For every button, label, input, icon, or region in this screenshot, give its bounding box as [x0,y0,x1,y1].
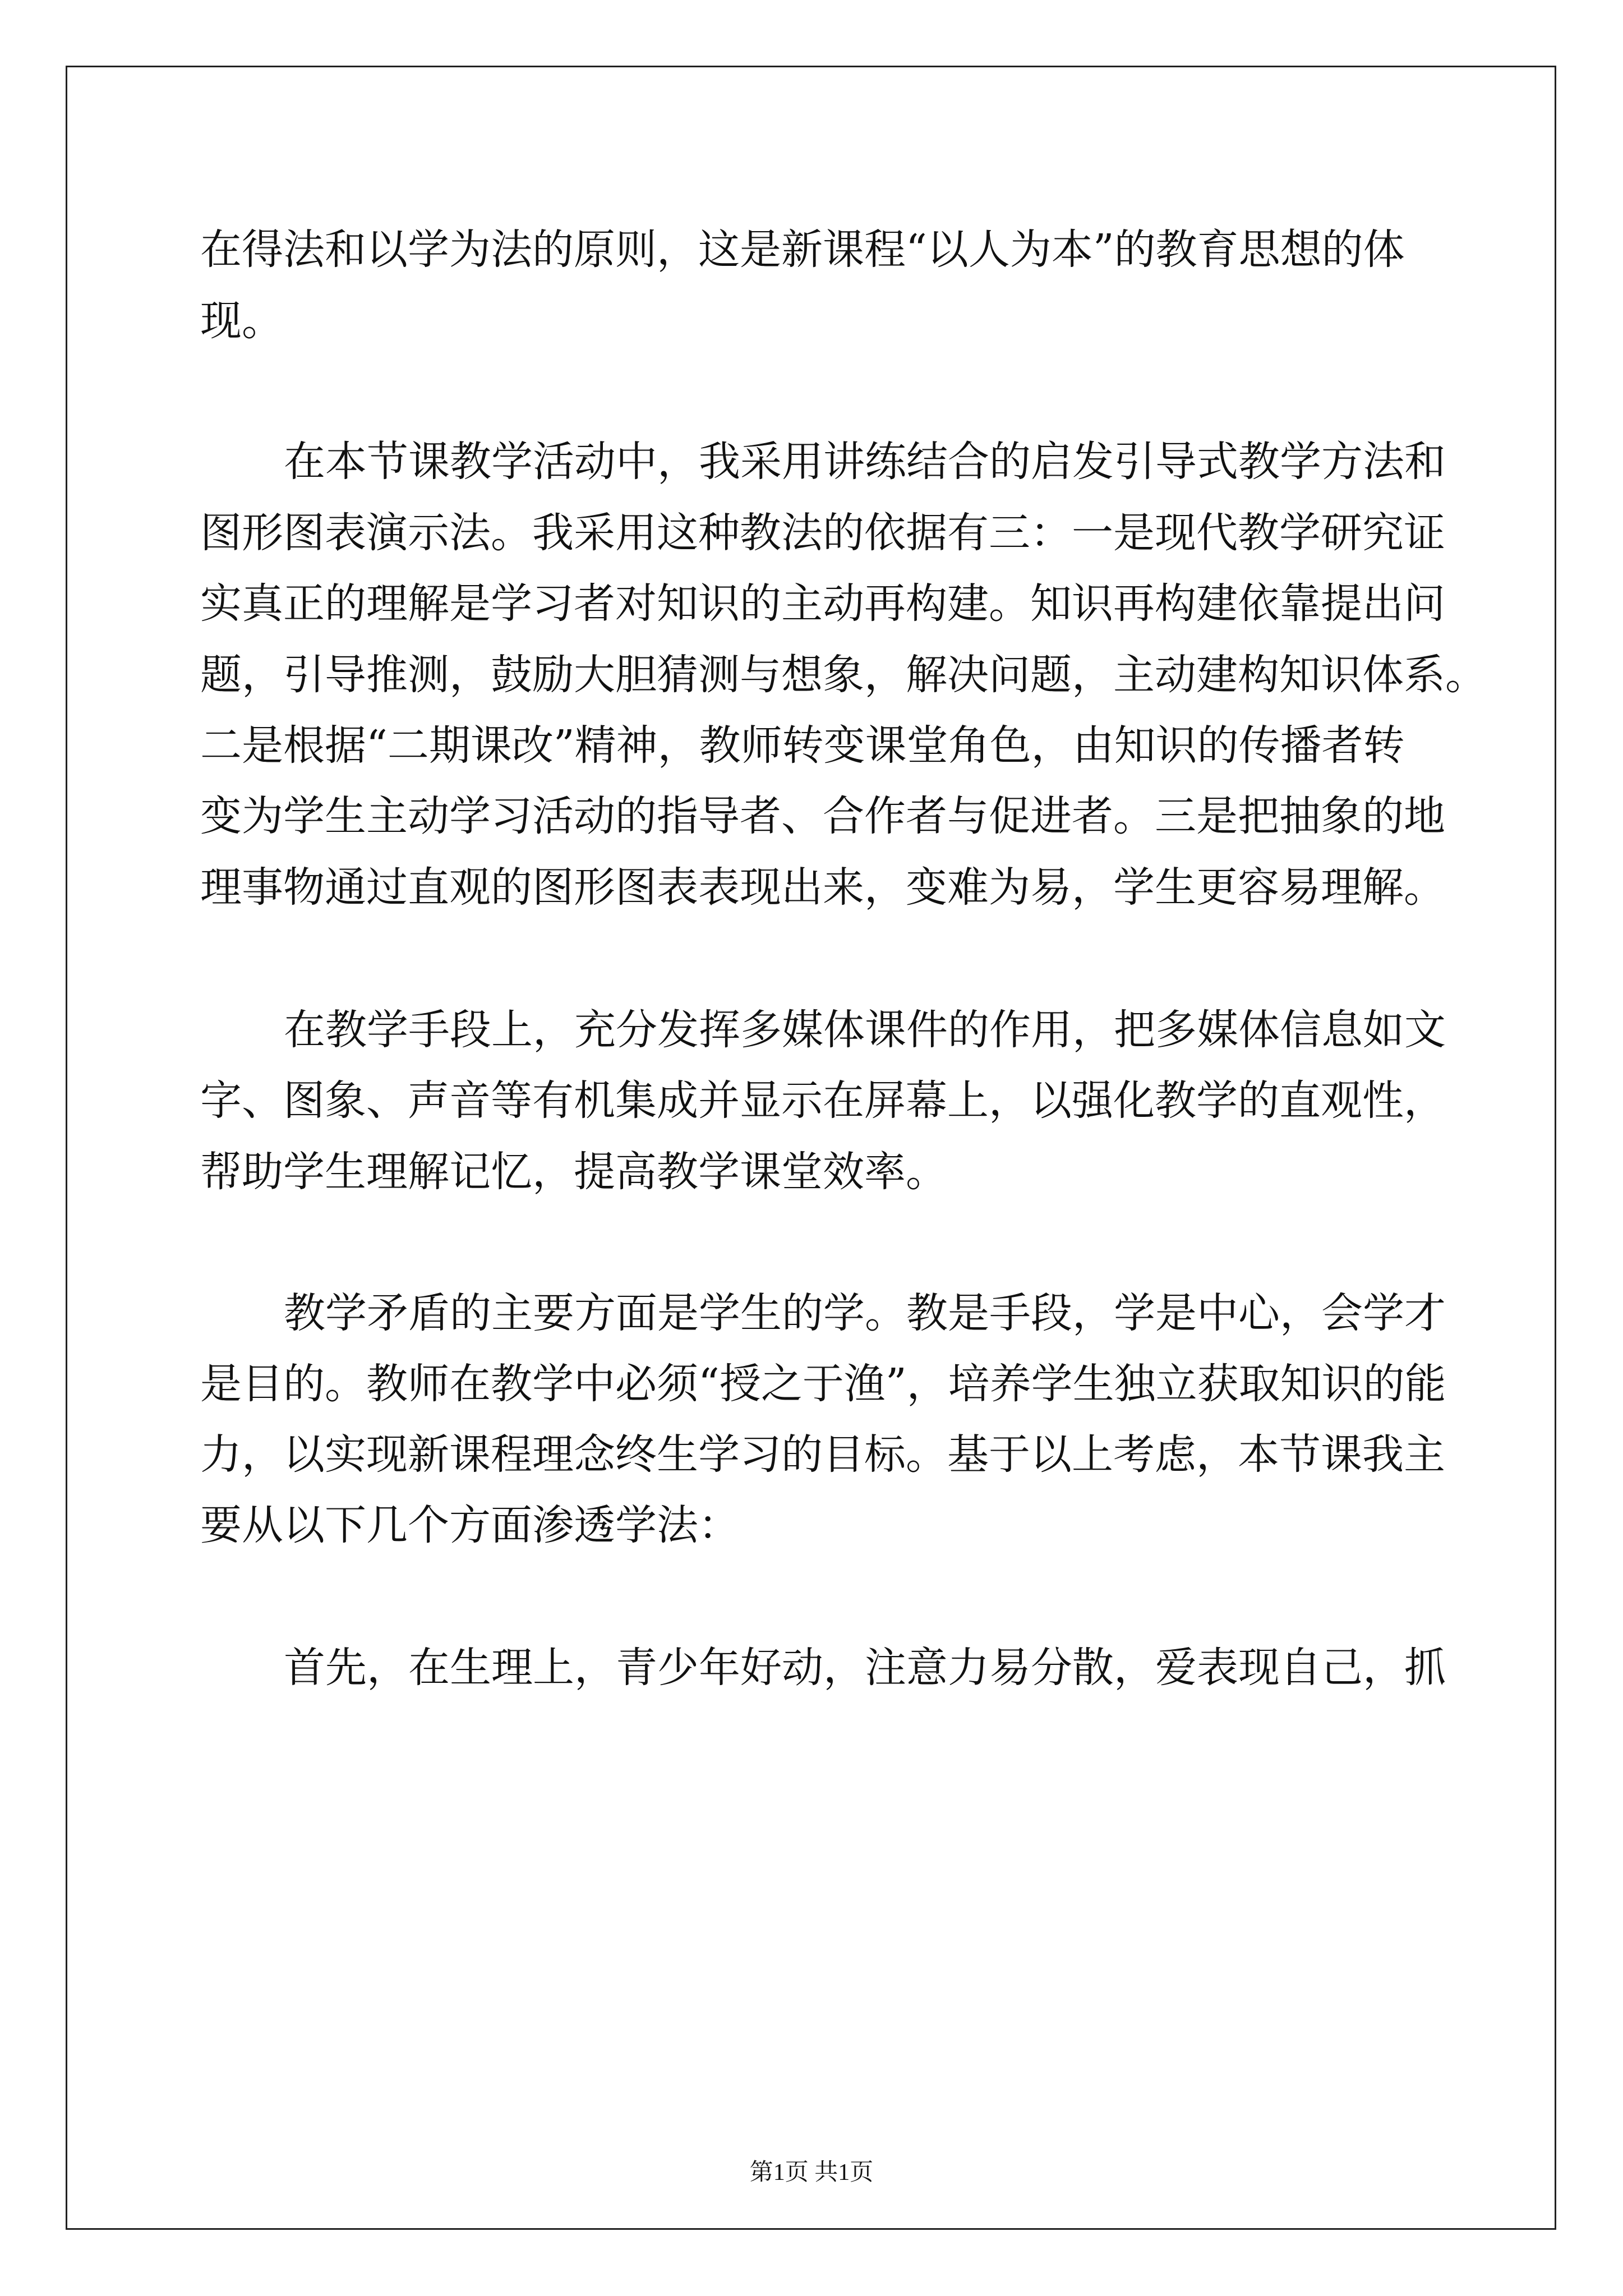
body-line: 在得法和以学为法的原则，这是新课程“以人为本”的教育思想的体 [200,226,1405,274]
body-line: 在教学手段上，充分发挥多媒体课件的作用，把多媒体信息如文 [284,1006,1446,1054]
body-line: 理事物通过直观的图形图表表现出来，变难为易，学生更容易理解。 [200,863,1445,912]
body-line: 教学矛盾的主要方面是学生的学。教是手段，学是中心，会学才 [284,1289,1446,1337]
body-line: 在本节课教学活动中，我采用讲练结合的启发引导式教学方法和 [284,438,1446,486]
body-line: 是目的。教师在教学中必须“授之于渔”，培养学生独立获取知识的能 [200,1360,1446,1408]
body-line: 力，以实现新课程理念终生学习的目标。基于以上考虑，本节课我主 [200,1430,1445,1479]
body-line: 帮助学生理解记忆，提高教学课堂效率。 [200,1148,947,1196]
body-line: 要从以下几个方面渗透学法： [200,1501,740,1549]
body-line: 实真正的理解是学习者对知识的主动再构建。知识再构建依靠提出问 [200,579,1445,628]
body-line: 变为学生主动学习活动的指导者、合作者与促进者。三是把抽象的地 [200,792,1445,840]
body-line: 字、图象、声音等有机集成并显示在屏幕上，以强化教学的直观性， [200,1076,1445,1125]
body-line: 二是根据“二期课改”精神，教师转变课堂角色，由知识的传播者转 [200,721,1405,770]
body-line: 图形图表演示法。我采用这种教法的依据有三：一是现代教学研究证 [200,509,1445,557]
body-line: 首先，在生理上，青少年好动，注意力易分散，爱表现自己，抓 [284,1644,1446,1692]
body-line: 题，引导推测，鼓励大胆猜测与想象，解决问题，主动建构知识体系。 [200,651,1487,699]
page-footer: 第1页 共1页 [749,2160,874,2185]
body-line: 现。 [200,297,283,345]
